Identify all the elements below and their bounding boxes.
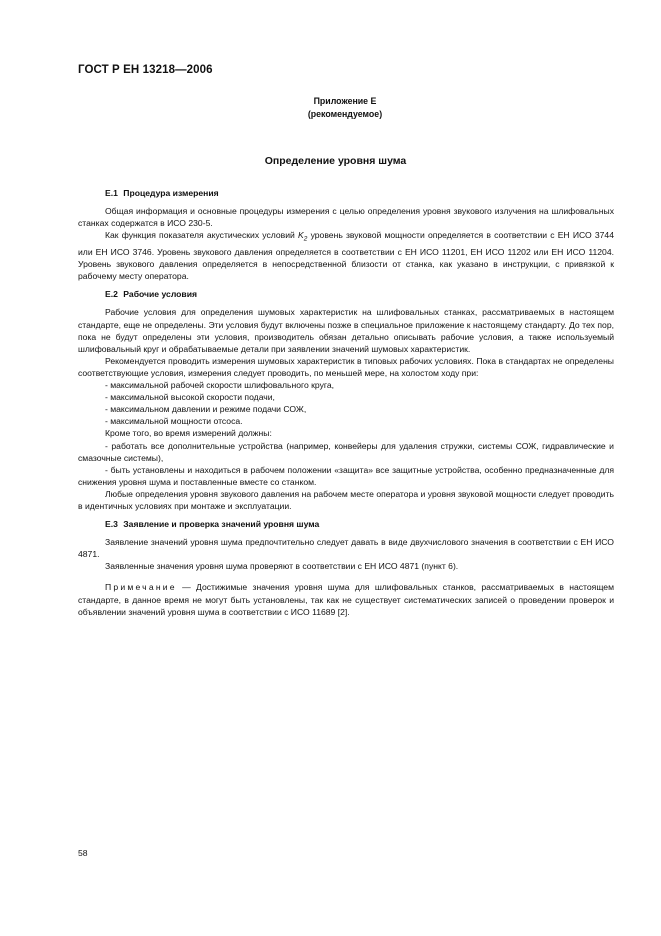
- note-text: — Достижимые значения уровня шума для шлифовальных станков, рассматриваемых в настоящем стандарте, в данное время не могут быть установлены, так как не существует систематических записей о проведении проверок и объявлении значений уровня шума в соответствии с ИСО 11689 [2].: [78, 582, 614, 617]
- document-title: Определение уровня шума: [264, 155, 407, 167]
- paragraph: Кроме того, во время измерений должны:: [105, 428, 272, 439]
- list-item: - максимальной высокой скорости подачи,: [105, 392, 275, 403]
- page-number: 58: [78, 848, 88, 858]
- list-item: - быть установлены и находиться в рабочем положении «защита» все защитные устройства, особенно предназначенные для снижения уровня шума и поставленные вместе со станком.: [78, 464, 614, 487]
- section-heading-e2: [78, 288, 614, 300]
- paragraph: Любые определения уровня звукового давления на рабочем месте оператора и уровня звуковой мощности следует проводить в идентичных условиях при монтаже и эксплуатации.: [78, 488, 614, 511]
- appendix-status: (рекомендуемое): [307, 109, 383, 119]
- section-number: Е.3: [105, 519, 118, 530]
- paragraph: Общая информация и основные процедуры измерения с целью определения уровня звукового излучения на шлифовальных станках содержатся в ИСО 230-5.: [78, 206, 614, 229]
- section-title: Рабочие условия: [123, 289, 197, 300]
- paragraph: Рекомендуется проводить измерения шумовых характеристик в типовых рабочих условиях. Пока в стандартах не определены соответствующие условия, измерения следует проводить, по меньшей мере, на холостом ходу при:: [78, 355, 614, 378]
- standard-number: ГОСТ Р ЕН 13218—2006: [78, 64, 213, 76]
- list-item: - максимальном давлении и режиме подачи СОЖ,: [105, 404, 307, 415]
- appendix-heading: [300, 95, 390, 121]
- body-text: [78, 187, 614, 618]
- section-title: Процедура измерения: [123, 188, 219, 198]
- section-number: Е.2: [105, 289, 118, 300]
- paragraph: Рабочие условия для определения шумовых характеристик на шлифовальных станках, рассматриваемых в настоящем стандарте, еще не определены. Эти условия будут включены позже в специальное приложение к настоящему стандарту. До тех пор, пока не будут определены эти условия, производитель обязан детально описывать рабочие условия, а также используемый шлифовальный круг и обрабатываемые детали при заявлении значений шумовых характеристик.: [78, 307, 614, 354]
- paragraph: Заявленные значения уровня шума проверяют в соответствии с ЕН ИСО 4871 (пункт 6).: [105, 561, 459, 572]
- section-heading-e1: [78, 187, 614, 199]
- section-title: Заявление и проверка значений уровня шума: [123, 519, 320, 530]
- appendix-title: Приложение Е: [313, 96, 377, 106]
- section-number: Е.1: [105, 188, 118, 198]
- list-item: - работать все дополнительные устройства (например, конвейеры для удаления стружки, системы СОЖ, гидравлические и смазочные системы),: [78, 440, 614, 463]
- list-item: - максимальной рабочей скорости шлифовального круга,: [105, 380, 335, 391]
- list-item: - максимальной мощности отсоса.: [105, 416, 243, 427]
- note: [78, 581, 614, 617]
- note-label: Примечание: [105, 582, 177, 593]
- paragraph: Заявление значений уровня шума предпочтительно следует давать в виде двухчислового значения в соответствии с ЕН ИСО 4871.: [78, 537, 614, 560]
- paragraph: Как функция показателя акустических условий $K_2$ уровень звуковой мощности определяется в соответствии с ЕН ИСО 3744 или ЕН ИСО 3746. Уровень звукового давления определяется в соответствии с ЕН ИСО 11201, ЕН ИСО 11202 или ЕН ИСО 11204. Уровень звукового давления определяется в непосредственной близости от станка, как указано в инструкции, с привязкой к рабочему месту оператора.: [78, 230, 614, 282]
- section-heading-e3: [78, 518, 614, 530]
